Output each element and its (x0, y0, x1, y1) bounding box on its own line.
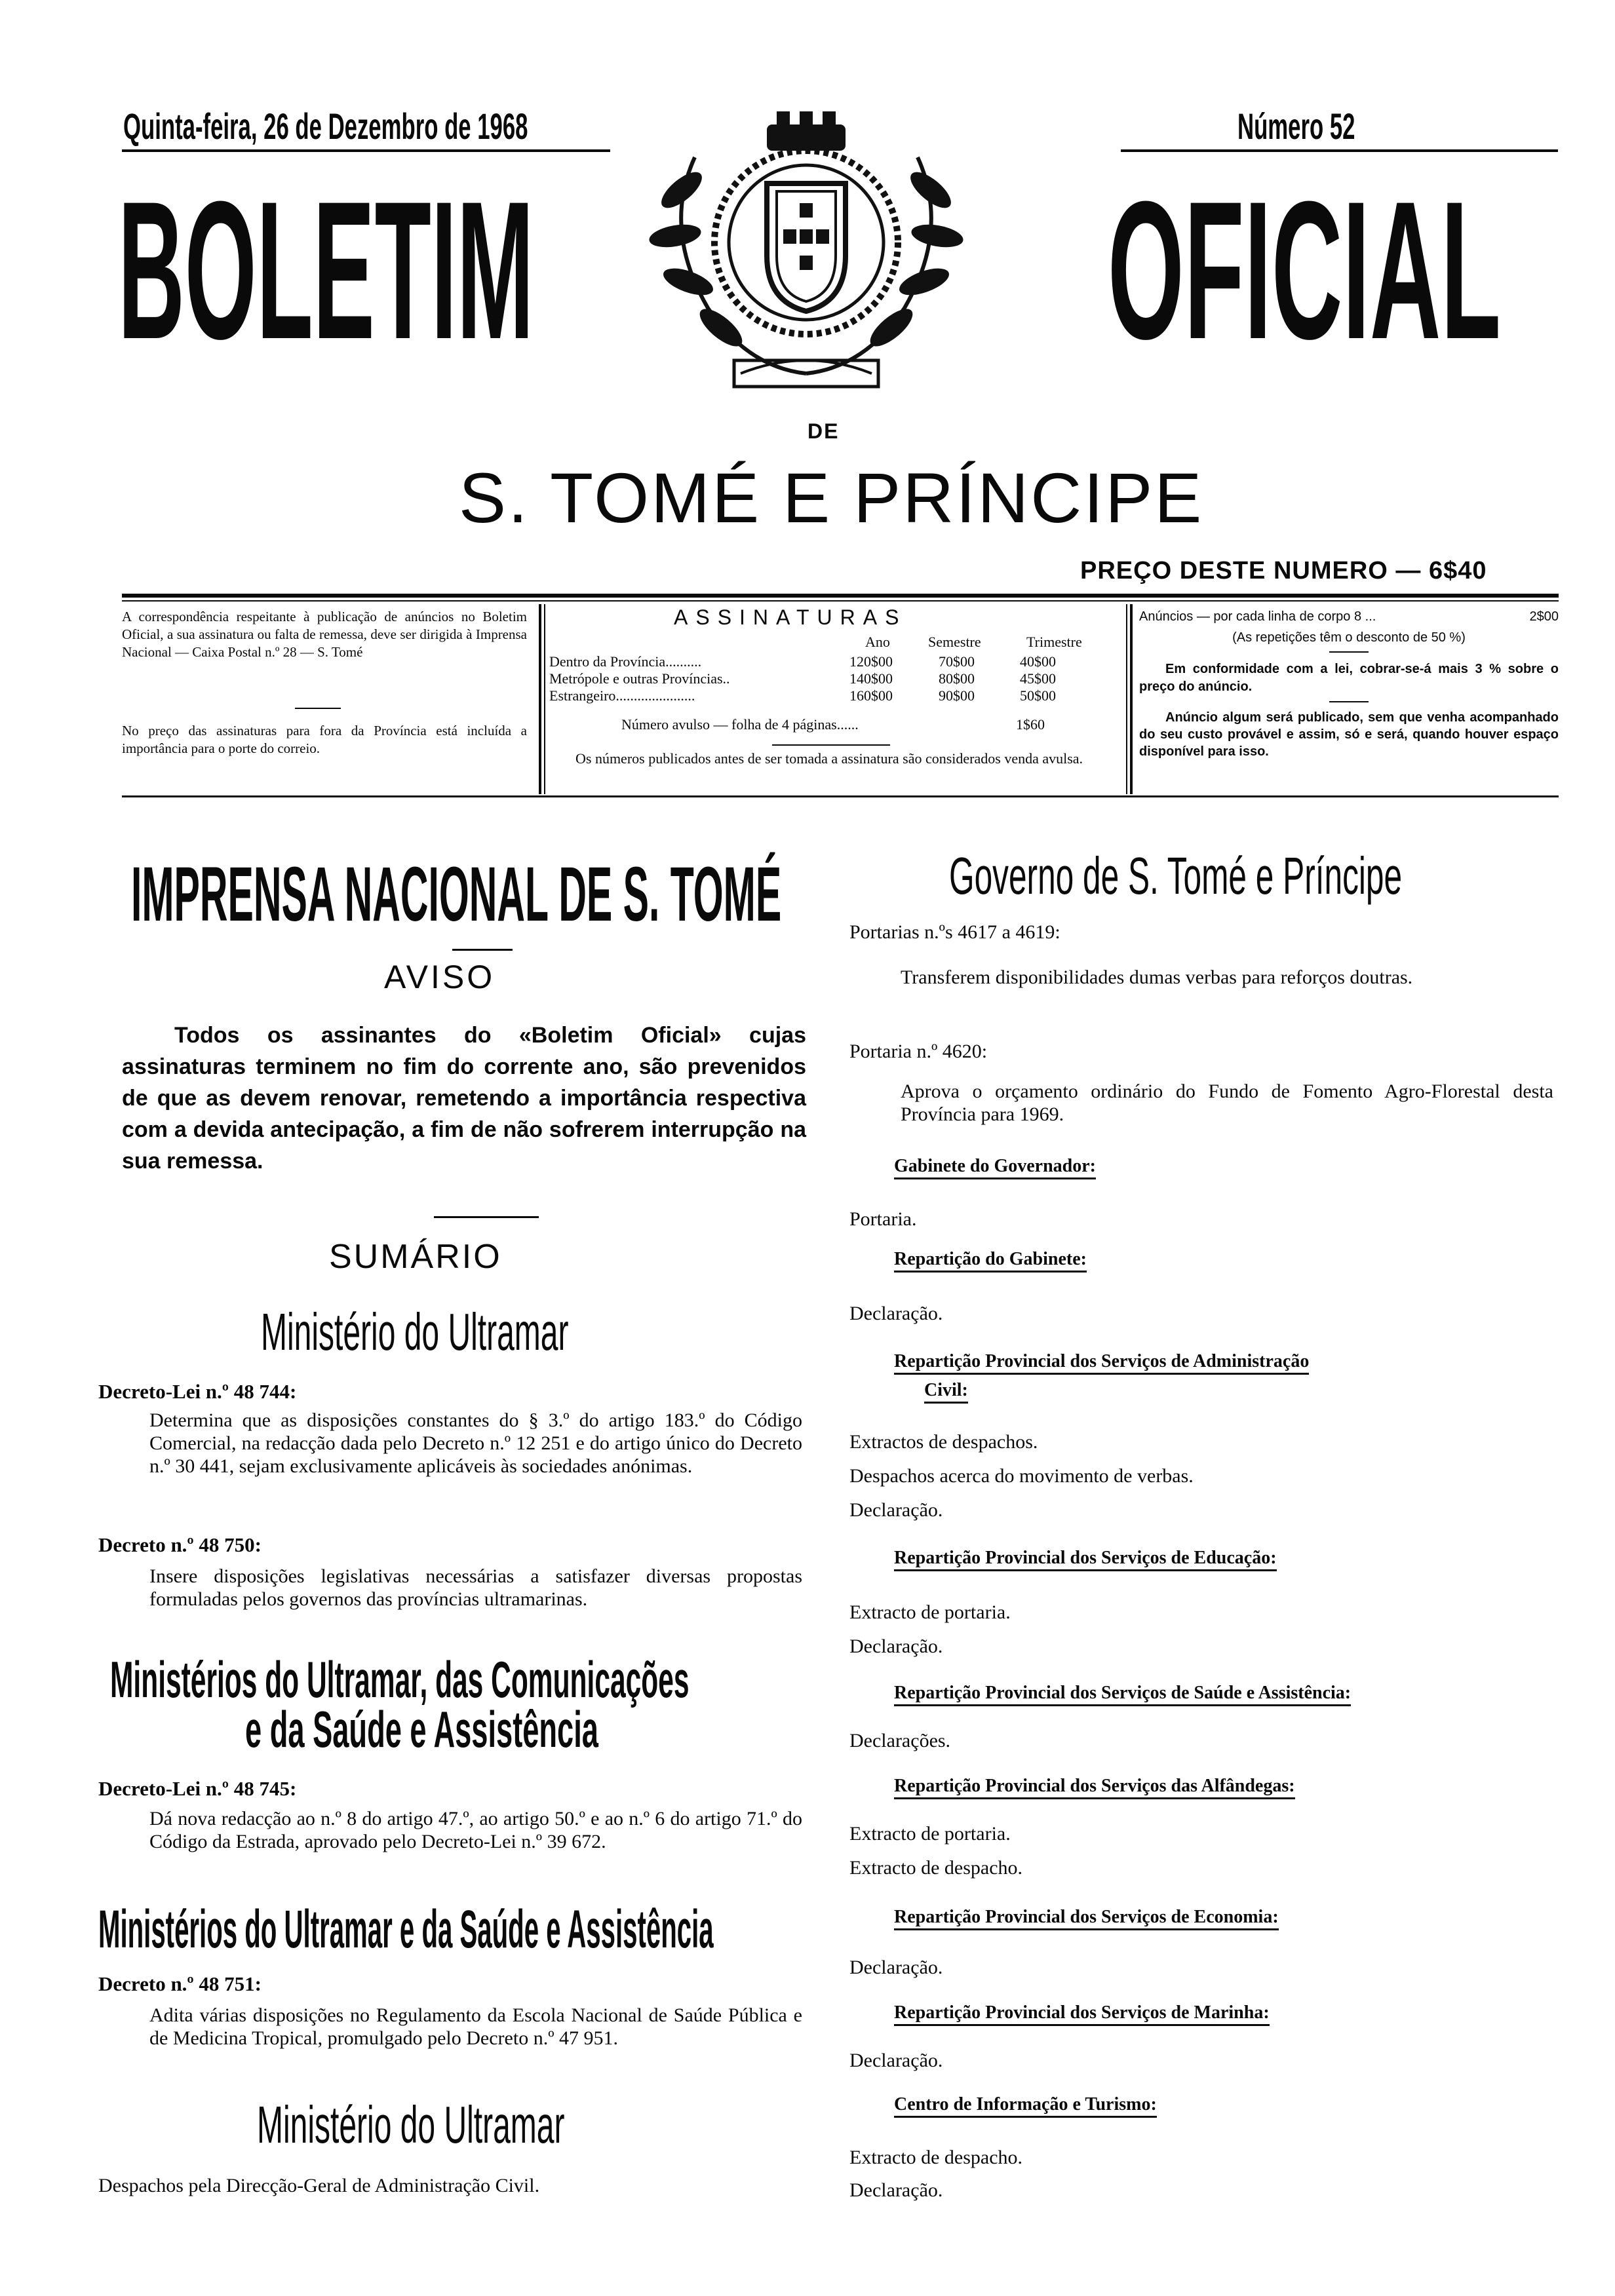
section-turismo: Centro de Informação e Turismo: (894, 2094, 1157, 2115)
issue-price: PREÇO DESTE NUMERO — 6$40 (1080, 557, 1487, 584)
section-marinha: Repartição Provincial dos Serviços de Marinha: (894, 2002, 1270, 2023)
row-label: Dentro da Província.......... (549, 653, 702, 670)
info-right-divider (1329, 651, 1369, 653)
governo-heading: Governo de S. Tomé e Príncipe (949, 847, 1403, 905)
row-ano: 160$00 (849, 687, 893, 704)
section-alfandegas-item: Extracto de portaria. (849, 1823, 1011, 1845)
ads-policy-note: Anúncio algum será publicado, sem que venha acompanhado do seu custo provável e assim, só e será, quando houver espaço disponível para isso. (1139, 710, 1559, 759)
section-gabinete-governador: Gabinete do Governador: (894, 1156, 1096, 1177)
section-educacao: Repartição Provincial dos Serviços de Educação: (894, 1548, 1277, 1569)
issue-date: Quinta-feira, 26 de Dezembro de 1968 (123, 105, 528, 147)
row-label: Estrangeiro...................... (549, 687, 695, 704)
aviso-divider (434, 1216, 539, 1218)
imprensa-divider (452, 949, 513, 951)
date-underline (122, 149, 610, 152)
decree-title-48745: Decreto-Lei n.º 48 745: (98, 1777, 297, 1800)
row-ano: 140$00 (849, 670, 893, 687)
section-alfandegas-item: Extracto de despacho. (849, 1857, 1023, 1879)
row-semestre: 70$00 (939, 653, 975, 670)
subscriptions-note: Os números publicados antes de ser tomada a assinatura são considerados venda avulsa. (575, 750, 1083, 767)
info-col-divider-2 (1126, 604, 1127, 794)
info-rule-bottom (122, 795, 1559, 797)
section-gabinete-governador-text: Portaria. (849, 1208, 917, 1230)
col-header-ano: Ano (865, 634, 890, 650)
portaria-4620-text: Aprova o orçamento ordinário do Fundo de Fomento Agro-Florestal desta Província para 1969. (901, 1081, 1553, 1125)
masthead-subtitle: S. TOMÉ E PRÍNCIPE (459, 458, 1204, 537)
aviso-text: Todos os assinantes do «Boletim Oficial» cujas assinaturas terminem no fim do corrente ano, são prevenidos de que as devem renovar, remetendo a importância respectiva com a devida antecipação, a fim de não sofrerem interrupção na sua remessa. (122, 1023, 806, 1174)
row-trimestre: 40$00 (1020, 653, 1056, 670)
section-educacao-item: Declaração. (849, 1636, 943, 1657)
subscriptions-table (549, 604, 1126, 794)
portarias-title: Portarias n.ºs 4617 a 4619: (849, 921, 1060, 943)
section-economia: Repartição Provincial dos Serviços de Economia: (894, 1907, 1279, 1928)
single-issue-label: Número avulso — folha de 4 páginas...... (621, 716, 859, 733)
info-right (1139, 608, 1559, 760)
decree-title-48750: Decreto n.º 48 750: (98, 1533, 262, 1556)
ministry-heading-3: Ministérios do Ultramar e da Saúde e Assistência (98, 1900, 714, 1959)
ministry-heading-2-line1: Ministérios do Ultramar, das Comunicações (110, 1651, 690, 1708)
row-ano: 120$00 (849, 653, 893, 670)
section-administracao-civil-item: Extractos de despachos. (849, 1431, 1038, 1453)
info-left-divider (295, 708, 341, 709)
coat-of-arms-emblem (636, 111, 977, 393)
decree-text-48750: Insere disposições legislativas necessárias a satisfazer diversas propostas formuladas pelos governos das províncias ultramarinas. (149, 1565, 802, 1610)
section-administracao-civil-item: Declaração. (849, 1499, 943, 1521)
subscriptions-divider (772, 744, 890, 746)
subscriptions-title: ASSINATURAS (674, 605, 907, 629)
section-administracao-civil-line2: Civil: (924, 1380, 968, 1401)
row-semestre: 90$00 (939, 687, 975, 704)
decree-title-48751: Decreto n.º 48 751: (98, 1972, 262, 1995)
ads-price-value: 2$00 (1529, 609, 1559, 624)
info-right-divider-2 (1329, 701, 1369, 702)
aviso-heading: AVISO (384, 959, 496, 995)
masthead-de: DE (808, 419, 840, 443)
section-educacao-item: Extracto de portaria. (849, 1601, 1011, 1623)
info-col-divider-1b (544, 604, 545, 794)
portarias-text: Transferem disponibilidades dumas verbas para reforços doutras. (901, 966, 1413, 988)
ministry-heading-1: Ministério do Ultramar (261, 1303, 569, 1361)
issue-number: Número 52 (1237, 105, 1355, 147)
info-col-divider-1 (539, 604, 541, 794)
section-turismo-item: Extracto de despacho. (849, 2147, 1023, 2168)
col-header-semestre: Semestre (928, 634, 981, 650)
section-saude: Repartição Provincial dos Serviços de Saúde e Assistência: (894, 1683, 1351, 1704)
decree-text-48751: Adita várias disposições no Regulamento da Escola Nacional de Saúde Pública e de Medicina Tropical, promulgado pelo Decreto n.º 47 951. (149, 2004, 802, 2049)
section-alfandegas: Repartição Provincial dos Serviços das Alfândegas: (894, 1776, 1295, 1797)
section-administracao-civil-item: Despachos acerca do movimento de verbas. (849, 1465, 1194, 1487)
row-label: Metrópole e outras Províncias.. (549, 670, 730, 687)
header-rule-top (122, 594, 1559, 598)
section-reparticao-gabinete: Repartição do Gabinete: (894, 1249, 1087, 1270)
sumario-heading: SUMÁRIO (329, 1238, 502, 1276)
ads-repeat-note: (As repetições têm o desconto de 50 %) (1232, 630, 1466, 645)
row-trimestre: 45$00 (1020, 670, 1056, 687)
ministry-heading-4: Ministério do Ultramar (257, 2095, 565, 2154)
decree-title-48744: Decreto-Lei n.º 48 744: (98, 1380, 297, 1403)
section-marinha-item: Declaração. (849, 2050, 943, 2071)
section-saude-item: Declarações. (849, 1730, 951, 1751)
coat-of-arms-icon (636, 111, 977, 393)
number-underline (1121, 149, 1558, 152)
imprensa-heading: IMPRENSA NACIONAL DE S. TOMÉ (131, 851, 782, 938)
header-rule-top-thin (122, 600, 1559, 602)
decree-text-48745: Dá nova redacção ao n.º 8 do artigo 47.º, ao artigo 50.º e ao n.º 6 do artigo 71.º do Código da Estrada, aprovado pelo Decreto-Lei n.º 39 672. (149, 1808, 802, 1852)
section-economia-item: Declaração. (849, 1957, 943, 1978)
info-col-divider-2b (1130, 604, 1133, 794)
row-semestre: 80$00 (939, 670, 975, 687)
section-reparticao-gabinete-text: Declaração. (849, 1303, 943, 1324)
info-left-p1: A correspondência respeitante à publicação de anúncios no Boletim Oficial, a sua assinatura ou falta de remessa, deve ser dirigida à Imprensa Nacional — Caixa Postal n.º 28 — S. Tomé (122, 609, 527, 660)
masthead-title-left: BOLETIM (118, 160, 534, 380)
single-issue-price: 1$60 (1016, 716, 1045, 733)
despachos-text: Despachos pela Direcção-Geral de Administração Civil. (98, 2175, 540, 2196)
ministry-heading-2-line2: e da Saúde e Assistência (245, 1700, 598, 1758)
portaria-4620-title: Portaria n.º 4620: (849, 1041, 988, 1062)
ads-price-label: Anúncios — por cada linha de corpo 8 ... (1139, 609, 1376, 624)
col-header-trimestre: Trimestre (1026, 634, 1082, 650)
masthead-title-right: OFICIAL (1108, 160, 1501, 380)
decree-text-48744: Determina que as disposições constantes do § 3.º do artigo 183.º do Código Comercial, na redacção dada pelo Decreto n.º 12 251 e do artigo único do Decreto n.º 30 441, sejam exclusivamente aplicáveis às sociedades anónimas. (149, 1409, 802, 1477)
section-turismo-item: Declaração. (849, 2179, 943, 2201)
section-administracao-civil: Repartição Provincial dos Serviços de Administração (894, 1351, 1309, 1372)
row-trimestre: 50$00 (1020, 687, 1056, 704)
info-left-p2: No preço das assinaturas para fora da Província está incluída a importância para o porte do correio. (122, 723, 527, 756)
ads-law-note: Em conformidade com a lei, cobrar-se-á mais 3 % sobre o preço do anúncio. (1139, 662, 1559, 694)
